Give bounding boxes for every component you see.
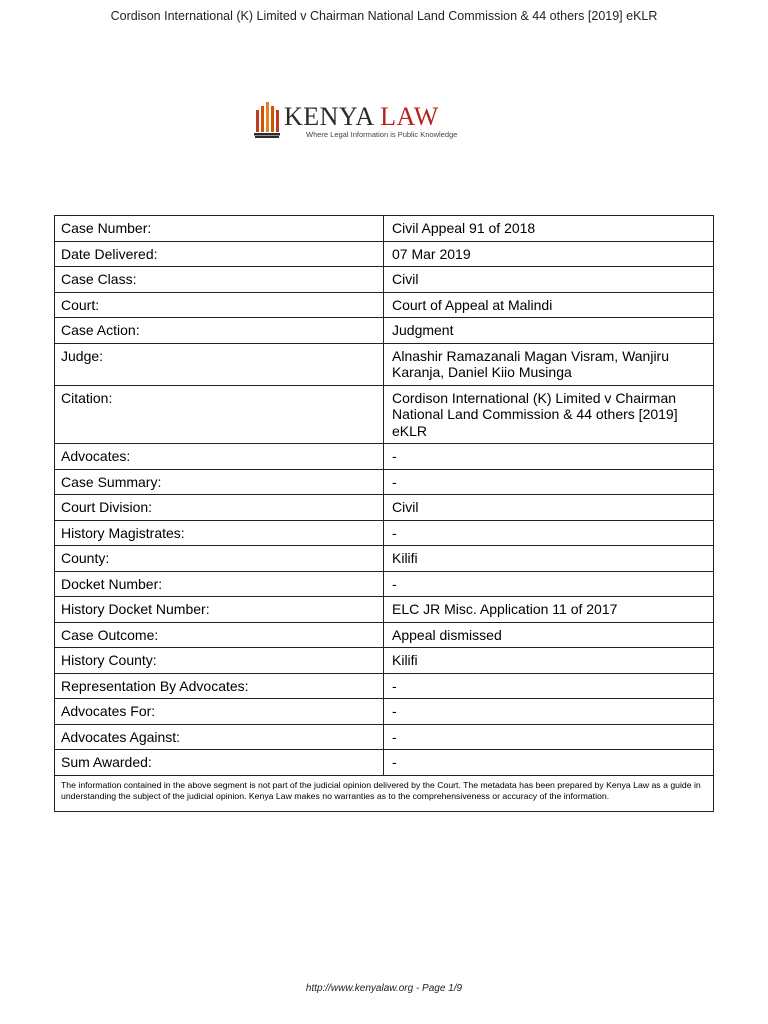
- document-title: Cordison International (K) Limited v Chairman National Land Commission & 44 others [2019] eKLR: [110, 9, 658, 23]
- logo-word-kenya: KENYA: [284, 102, 374, 131]
- metadata-label: Court:: [55, 292, 384, 318]
- logo-wordmark: [284, 102, 439, 132]
- metadata-row: [55, 597, 714, 623]
- metadata-label: County:: [55, 546, 384, 572]
- metadata-label: Case Class:: [55, 267, 384, 293]
- metadata-label: Date Delivered:: [55, 241, 384, 267]
- metadata-row: [55, 520, 714, 546]
- court-pillars-icon: [254, 100, 280, 138]
- metadata-row: [55, 343, 714, 385]
- metadata-row: [55, 622, 714, 648]
- metadata-label: Case Outcome:: [55, 622, 384, 648]
- metadata-value: -: [384, 571, 714, 597]
- metadata-value: Court of Appeal at Malindi: [384, 292, 714, 318]
- metadata-label: History Docket Number:: [55, 597, 384, 623]
- metadata-label: Case Action:: [55, 318, 384, 344]
- metadata-value: ELC JR Misc. Application 11 of 2017: [384, 597, 714, 623]
- metadata-row: [55, 469, 714, 495]
- metadata-value: -: [384, 724, 714, 750]
- metadata-value: -: [384, 673, 714, 699]
- metadata-label: Citation:: [55, 385, 384, 444]
- metadata-label: Docket Number:: [55, 571, 384, 597]
- logo-tagline: Where Legal Information is Public Knowledge: [306, 130, 458, 139]
- metadata-label: History County:: [55, 648, 384, 674]
- metadata-value: Civil: [384, 267, 714, 293]
- metadata-value: Alnashir Ramazanali Magan Visram, Wanjiru Karanja, Daniel Kiio Musinga: [384, 343, 714, 385]
- metadata-disclaimer: The information contained in the above segment is not part of the judicial opinion delivered by the Court. The metadata has been prepared by Kenya Law as a guide in understanding the subject of the judicial opinion. Kenya Law makes no warranties as to the comprehensiveness or accuracy of the information.: [55, 775, 714, 812]
- metadata-label: Representation By Advocates:: [55, 673, 384, 699]
- metadata-row: [55, 385, 714, 444]
- metadata-value: Cordison International (K) Limited v Chairman National Land Commission & 44 others [2019] eKLR: [384, 385, 714, 444]
- metadata-value: Civil Appeal 91 of 2018: [384, 216, 714, 242]
- page-footer: http://www.kenyalaw.org - Page 1/9: [305, 983, 463, 994]
- metadata-row: [55, 267, 714, 293]
- metadata-value: 07 Mar 2019: [384, 241, 714, 267]
- metadata-value: -: [384, 444, 714, 470]
- metadata-label: Advocates Against:: [55, 724, 384, 750]
- metadata-row: [55, 648, 714, 674]
- metadata-value: Civil: [384, 495, 714, 521]
- metadata-label: Advocates For:: [55, 699, 384, 725]
- metadata-row: [55, 546, 714, 572]
- metadata-label: Court Division:: [55, 495, 384, 521]
- metadata-label: Case Summary:: [55, 469, 384, 495]
- metadata-value: -: [384, 469, 714, 495]
- metadata-value: -: [384, 699, 714, 725]
- metadata-value: Appeal dismissed: [384, 622, 714, 648]
- metadata-row: [55, 750, 714, 776]
- metadata-label: History Magistrates:: [55, 520, 384, 546]
- metadata-value: Kilifi: [384, 546, 714, 572]
- case-metadata-table: [54, 215, 714, 812]
- metadata-row: [55, 444, 714, 470]
- metadata-row: [55, 673, 714, 699]
- metadata-row: [55, 724, 714, 750]
- metadata-row: [55, 699, 714, 725]
- kenya-law-logo: [254, 100, 484, 142]
- metadata-value: -: [384, 520, 714, 546]
- metadata-row: [55, 241, 714, 267]
- metadata-row: [55, 318, 714, 344]
- metadata-label: Case Number:: [55, 216, 384, 242]
- metadata-row: [55, 495, 714, 521]
- metadata-row: [55, 292, 714, 318]
- metadata-label: Advocates:: [55, 444, 384, 470]
- metadata-value: -: [384, 750, 714, 776]
- metadata-value: Kilifi: [384, 648, 714, 674]
- metadata-row: [55, 571, 714, 597]
- logo-word-law: LAW: [380, 102, 439, 131]
- metadata-label: Judge:: [55, 343, 384, 385]
- metadata-value: Judgment: [384, 318, 714, 344]
- metadata-label: Sum Awarded:: [55, 750, 384, 776]
- disclaimer-row: [55, 775, 714, 812]
- metadata-row: [55, 216, 714, 242]
